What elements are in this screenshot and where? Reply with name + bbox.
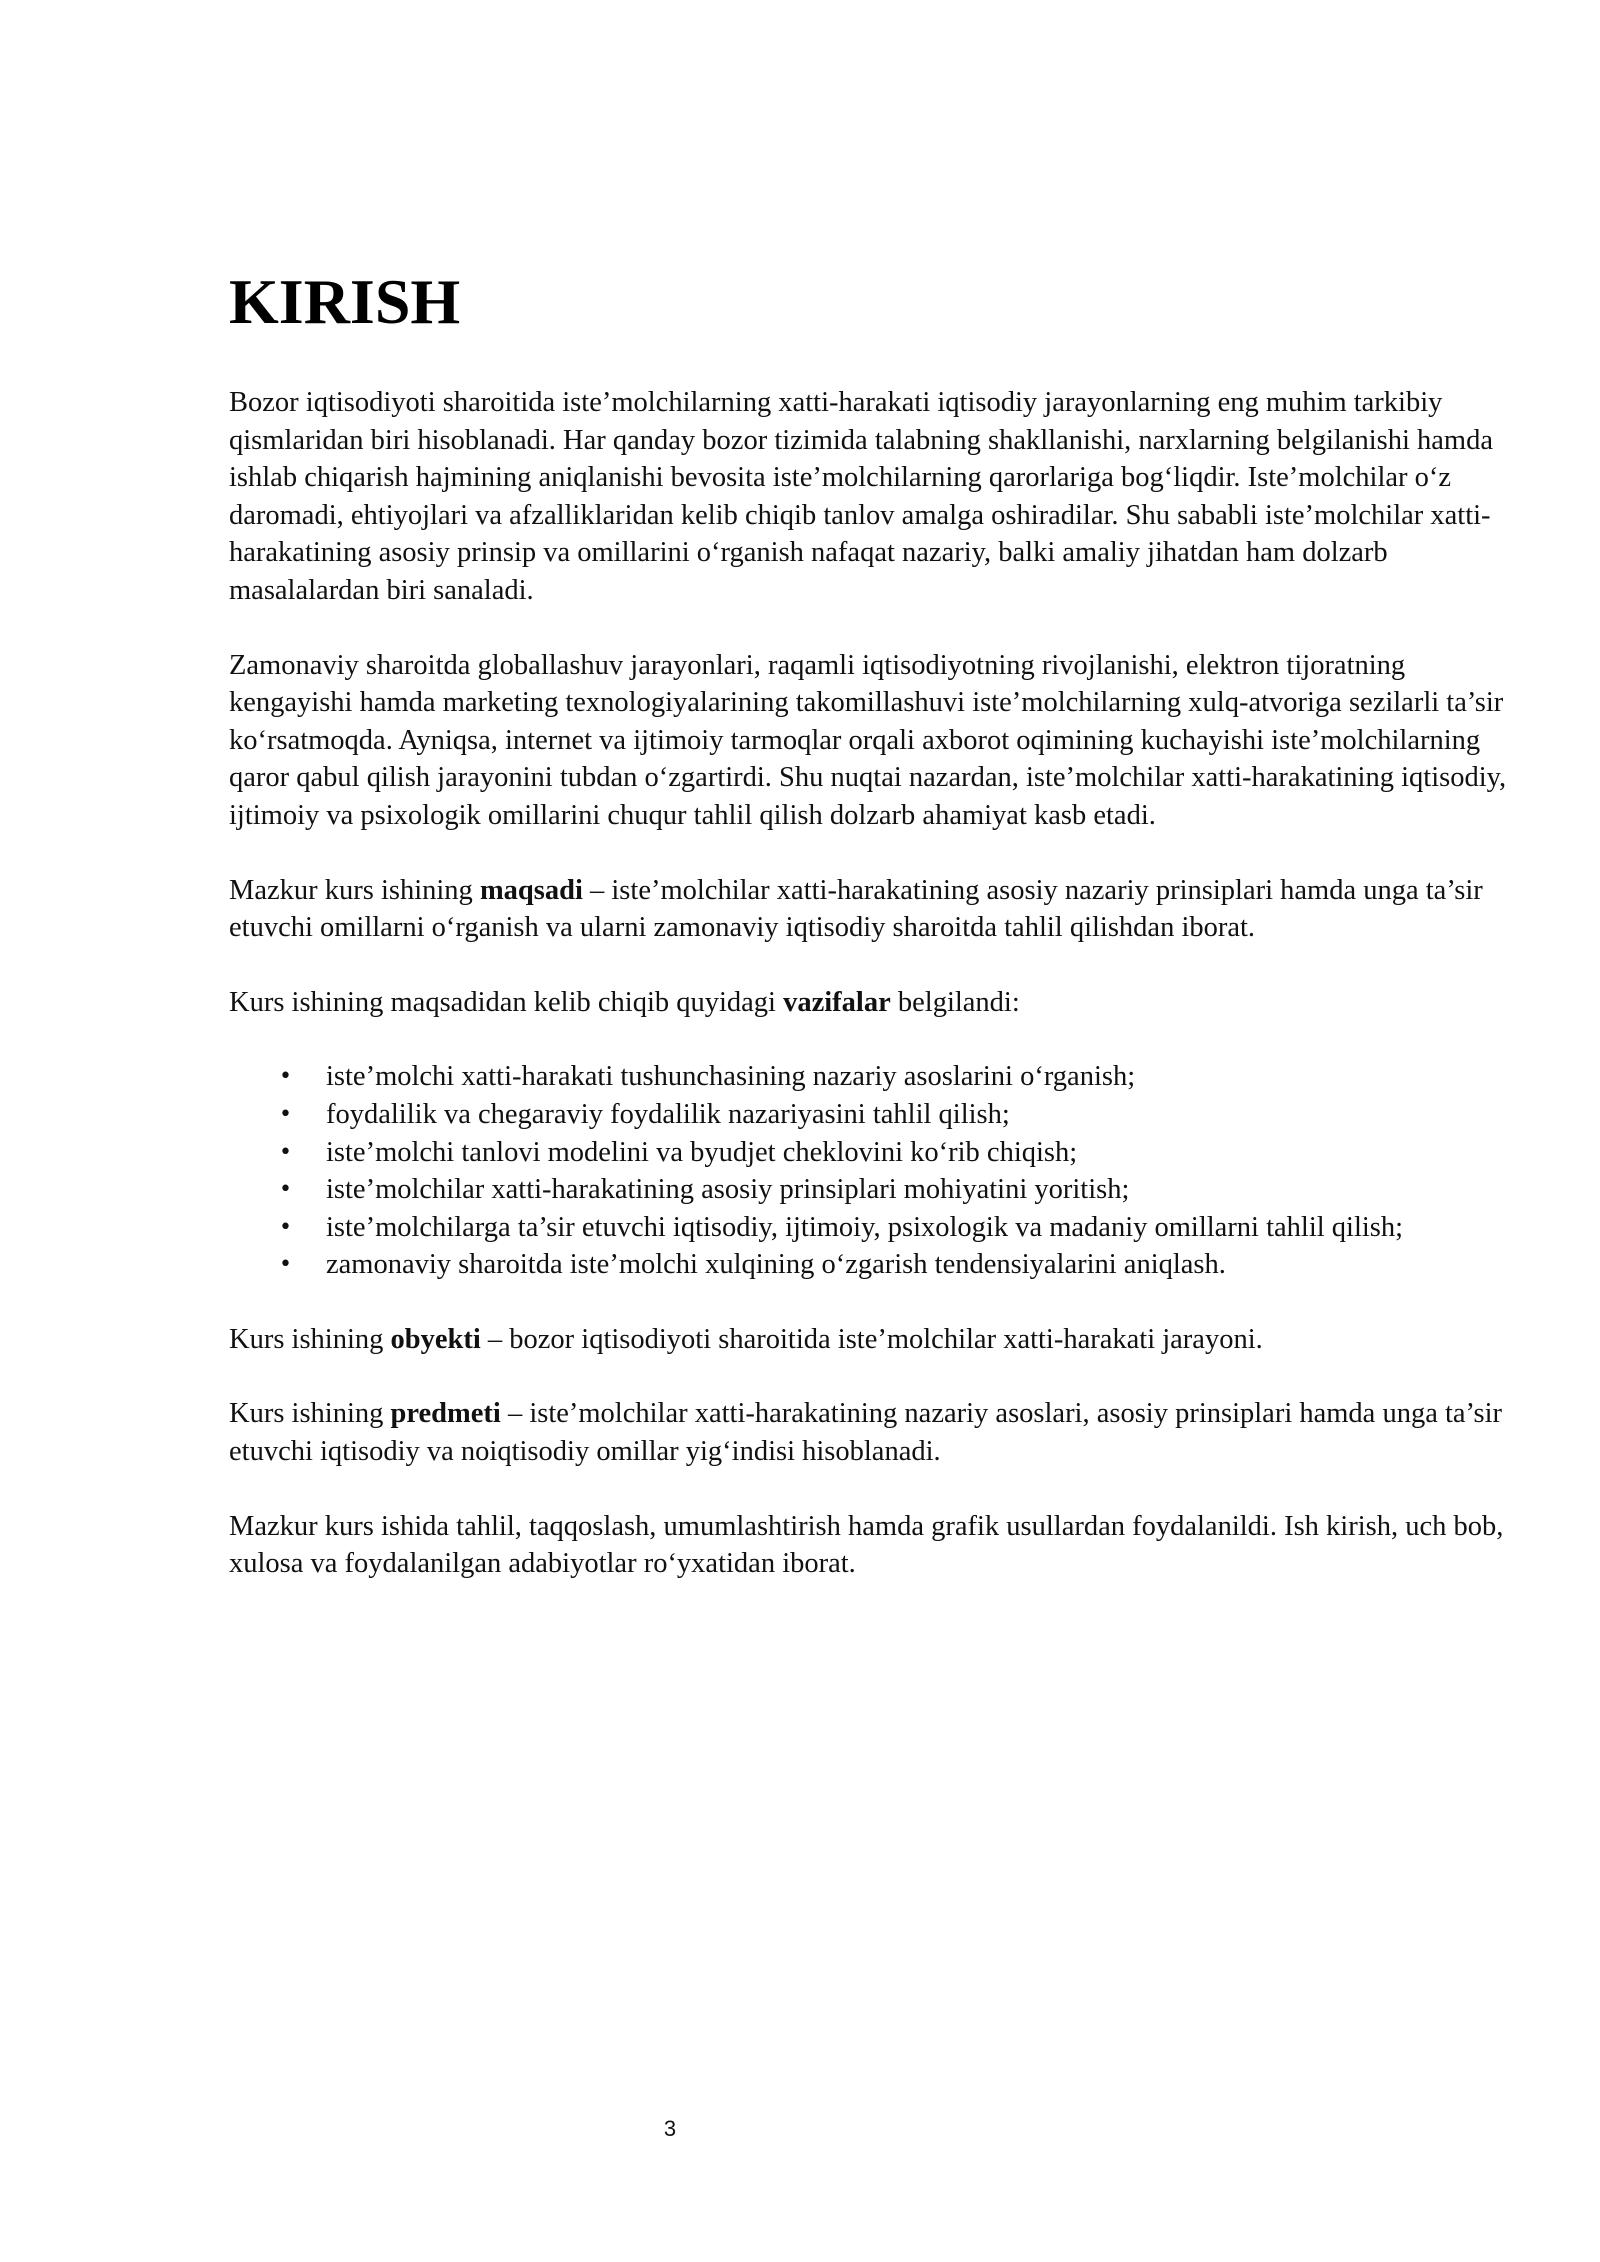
bullet-icon: •	[279, 1101, 292, 1127]
task-text: iste’molchi xatti-harakati tushunchasining nazariy asoslarini o‘rganish;	[326, 1061, 1136, 1093]
goal-text-after: – iste’molchilar xatti-harakatining asosiy nazariy prinsiplari hamda unga ta’sir etuvchi omillarni o‘rganish va ularni zamonaviy iqtisodiy sharoitda tahlil qilishdan iborat.	[229, 874, 1483, 944]
list-item	[279, 1058, 1529, 1096]
bullet-icon: •	[279, 1177, 292, 1203]
subject-paragraph	[229, 1395, 1529, 1470]
task-text: iste’molchilar xatti-harakatining asosiy prinsiplari mohiyatini yoritish;	[326, 1174, 1130, 1206]
tasks-intro-paragraph	[229, 984, 1529, 1022]
object-paragraph	[229, 1321, 1529, 1359]
bullet-icon: •	[279, 1252, 292, 1278]
list-item	[279, 1171, 1529, 1209]
context-paragraph: Zamonaviy sharoitda globallashuv jarayonlari, raqamli iqtisodiyotning rivojlanishi, elektron tijoratning kengayishi hamda marketing texnologiyalarining takomillashuvi iste’molchilarning xulq-atvoriga sezilarli ta’sir ko‘rsatmoqda. Ayniqsa, internet va ijtimoiy tarmoqlar orqali axborot oqimining kuchayishi iste’molchilarning qaror qabul qilish jarayonini tubdan o‘zgartirdi. Shu nuqtai nazardan, iste’molchilar xatti-harakatining iqtisodiy, ijtimoiy va psixologik omillarini chuqur tahlil qilish dolzarb ahamiyat kasb etadi.	[229, 649, 1507, 831]
subject-text-after: – iste’molchilar xatti-harakatining nazariy asoslari, asosiy prinsiplari hamda unga ta’sir etuvchi iqtisodiy va noiqtisodiy omillar yig‘indisi hisoblanadi.	[229, 1398, 1502, 1468]
task-text: zamonaviy sharoitda iste’molchi xulqining o‘zgarish tendensiyalarini aniqlash.	[326, 1249, 1226, 1281]
intro-paragraph: Bozor iqtisodiyoti sharoitida iste’molchilarning xatti-harakati iqtisodiy jarayonlarning eng muhim tarkibiy qismlaridan biri hisoblanadi. Har qanday bozor tizimida talabning shakllanishi, narxlarning belgilanishi hamda ishlab chiqarish hajmining aniqlanishi bevosita iste’molchilarning qarorlariga bog‘liqdir. Iste’molchilar o‘z daromadi, ehtiyojlari va afzalliklaridan kelib chiqib tanlov amalga oshiradilar. Shu sababli iste’molchilar xatti-harakatining asosiy prinsip va omillarini o‘rganish nafaqat nazariy, balki amaliy jihatdan ham dolzarb masalalardan biri sanaladi.	[229, 387, 1493, 606]
methods-paragraph: Mazkur kurs ishida tahlil, taqqoslash, umumlashtirish hamda grafik usullardan foydalanildi. Ish kirish, uch bob, xulosa va foydalanilgan adabiyotlar ro‘yxatidan iborat.	[229, 1510, 1504, 1580]
object-text-after: – bozor iqtisodiyoti sharoitida iste’molchilar xatti-harakati jarayoni.	[480, 1323, 1263, 1355]
goal-text-before: Mazkur kurs ishining	[229, 874, 480, 906]
tasks-intro-before: Kurs ishining maqsadidan kelib chiqib quyidagi	[229, 986, 784, 1018]
bullet-icon: •	[279, 1139, 292, 1165]
object-text-before: Kurs ishining	[229, 1323, 391, 1355]
list-item	[279, 1134, 1529, 1172]
task-text: iste’molchi tanlovi modelini va byudjet cheklovini ko‘rib chiqish;	[326, 1136, 1078, 1168]
bullet-icon: •	[279, 1214, 292, 1240]
task-text: iste’molchilarga ta’sir etuvchi iqtisodiy, ijtimoiy, psixologik va madaniy omillarni tahlil qilish;	[326, 1211, 1404, 1243]
section-heading: KIRISH	[229, 266, 461, 337]
list-item	[279, 1246, 1529, 1284]
page-content	[229, 262, 1529, 1620]
bullet-icon: •	[279, 1064, 292, 1090]
goal-paragraph	[229, 872, 1529, 947]
list-item	[279, 1209, 1529, 1247]
goal-keyword: maqsadi	[479, 874, 583, 906]
tasks-keyword: vazifalar	[783, 986, 891, 1018]
subject-text-before: Kurs ishining	[229, 1398, 391, 1430]
tasks-intro-after: belgilandi:	[890, 986, 1020, 1018]
tasks-list	[229, 1058, 1529, 1284]
page-number: 3	[663, 2116, 677, 2141]
object-keyword: obyekti	[390, 1323, 481, 1355]
subject-keyword: predmeti	[390, 1398, 501, 1430]
list-item	[279, 1096, 1529, 1134]
task-text: foydalilik va chegaraviy foydalilik nazariyasini tahlil qilish;	[326, 1098, 1010, 1130]
